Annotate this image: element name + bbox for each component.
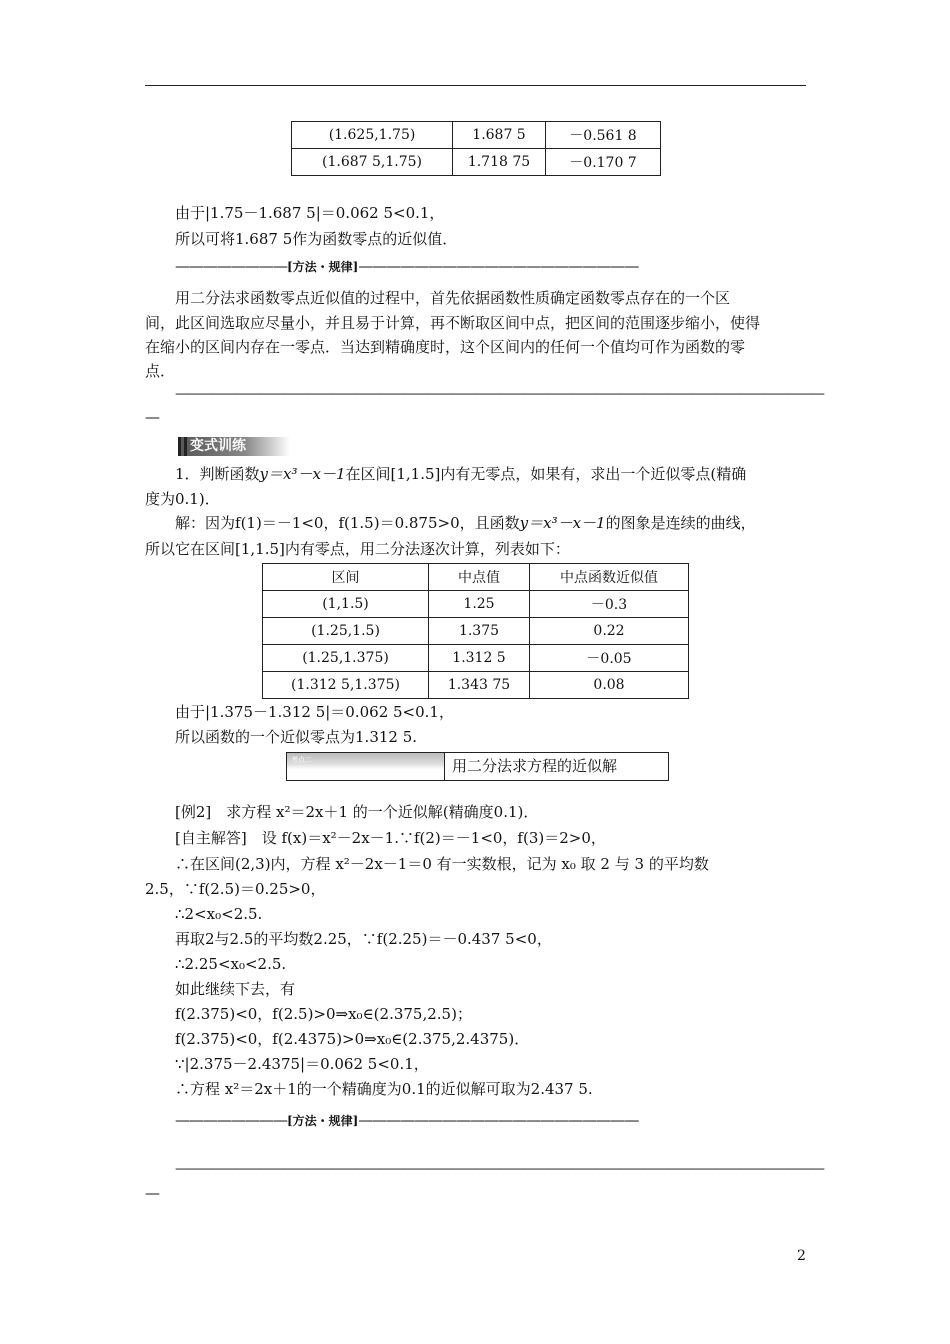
example-line: 再取2与2.5的平均数2.25，∵f(2.25)＝－0.437 5<0， <box>175 930 552 948</box>
table-cell: 1.343 75 <box>429 672 530 699</box>
exercise-solution: 解：因为f(1)＝－1<0，f(1.5)＝0.875>0，且函数y＝x³－x－1的图象是连续的曲线， <box>175 514 756 532</box>
table-cell: 1.312 5 <box>429 645 530 672</box>
table-cell: (1,1.5) <box>263 591 429 618</box>
table-header: 中点函数近似值 <box>530 564 689 591</box>
example-line: f(2.375)<0，f(2.5)>0⇒x₀∈(2.375,2.5)； <box>175 1005 472 1023</box>
table-top <box>291 121 661 176</box>
example-line: ∴2<x₀<2.5. <box>175 905 263 923</box>
method-text-line: 用二分法求函数零点近似值的过程中，首先依据函数性质确定函数零点存在的一个区 <box>175 289 731 307</box>
table-cell: 1.687 5 <box>453 122 546 149</box>
table-cell: 1.25 <box>429 591 530 618</box>
table-cell: －0.561 8 <box>546 122 661 149</box>
table-row <box>263 645 689 672</box>
table-cell: (1.312 5,1.375) <box>263 672 429 699</box>
table-row <box>263 591 689 618</box>
table-header: 中点值 <box>429 564 530 591</box>
conclusion-line: 所以函数的一个近似零点为1.312 5. <box>175 728 418 746</box>
method-label: [方法・规律] <box>287 260 359 274</box>
method-text-line: 点． <box>145 362 176 380</box>
table-header-row <box>263 564 689 591</box>
method-text-line: 在缩小的区间内存在一零点．当达到精确度时，这个区间内的任何一个值均可作为函数的零 <box>145 338 746 356</box>
table-cell: (1.25,1.375) <box>263 645 429 672</box>
conclusion-line: 由于|1.375－1.312 5|＝0.062 5<0.1， <box>175 703 454 721</box>
table-cell: －0.170 7 <box>546 149 661 176</box>
table-row <box>263 672 689 699</box>
conclusion-line: 由于|1.75－1.687 5|＝0.062 5<0.1， <box>175 204 445 222</box>
example-line: 如此继续下去，有 <box>175 980 296 998</box>
exercise-solution: 所以它在区间[1,1.5]内有零点，用二分法逐次计算，列表如下： <box>145 540 570 558</box>
blank-line: — <box>145 1184 159 1202</box>
table-cell: 0.22 <box>530 618 689 645</box>
kaodian-tag: 考点二 <box>287 753 445 780</box>
blank-line: —————————————————————————————————————————————————————— <box>175 1161 823 1177</box>
example-line: 2.5，∵f(2.5)＝0.25>0， <box>145 880 326 898</box>
example-line: ∴在区间(2,3)内，方程 x²－2x－1＝0 有一实数根，记为 x₀ 取 2 与 3 的平均数 <box>175 855 709 873</box>
variant-training-badge: 变式训练 <box>178 437 290 456</box>
method-heading: ————————[方法・规律]———————————————————— <box>175 1111 639 1129</box>
exercise-question: 度为0.1)． <box>145 490 220 508</box>
table-row <box>292 122 661 149</box>
table-cell: －0.3 <box>530 591 689 618</box>
kaodian-banner <box>286 752 669 781</box>
blank-line: — <box>145 408 159 426</box>
example-line: ∴2.25<x₀<2.5. <box>175 955 287 973</box>
page-number: 2 <box>797 1248 806 1264</box>
example-line: f(2.375)<0，f(2.4375)>0⇒x₀∈(2.375,2.4375)． <box>175 1030 530 1048</box>
example-line: ∵|2.375－2.4375|＝0.062 5<0.1， <box>175 1055 429 1073</box>
table-cell: 1.375 <box>429 618 530 645</box>
example-line: [例2] 求方程 x²＝2x＋1 的一个近似解(精确度0.1)． <box>175 803 539 821</box>
method-heading: ————————[方法・规律]———————————————————— <box>175 257 639 275</box>
table-cell: －0.05 <box>530 645 689 672</box>
exercise-question: 1．判断函数y＝x³－x－1在区间[1,1.5]内有无零点，如果有，求出一个近似零点(精确 <box>175 465 747 483</box>
example-line: [自主解答] 设 f(x)＝x²－2x－1.∵f(2)＝－1<0，f(3)＝2>0， <box>175 829 606 847</box>
table-cell: (1.687 5,1.75) <box>292 149 453 176</box>
table-row <box>292 149 661 176</box>
method-label: [方法・规律] <box>287 1114 359 1128</box>
kaodian-title: 用二分法求方程的近似解 <box>452 757 618 775</box>
table-cell: (1.625,1.75) <box>292 122 453 149</box>
method-text-line: 间，此区间选取应尽量小，并且易于计算，再不断取区间中点，把区间的范围逐步缩小，使得 <box>145 314 761 332</box>
example-line: ∴方程 x²＝2x＋1的一个精确度为0.1的近似解可取为2.437 5. <box>175 1080 593 1098</box>
table-header: 区间 <box>263 564 429 591</box>
table-cell: 1.718 75 <box>453 149 546 176</box>
conclusion-line: 所以可将1.687 5作为函数零点的近似值． <box>175 230 458 248</box>
table-cell: (1.25,1.5) <box>263 618 429 645</box>
blank-line: —————————————————————————————————————————————————————— <box>175 386 823 402</box>
table-cell: 0.08 <box>530 672 689 699</box>
header-rule <box>145 85 806 86</box>
bisection-table <box>262 563 689 699</box>
table-row <box>263 618 689 645</box>
